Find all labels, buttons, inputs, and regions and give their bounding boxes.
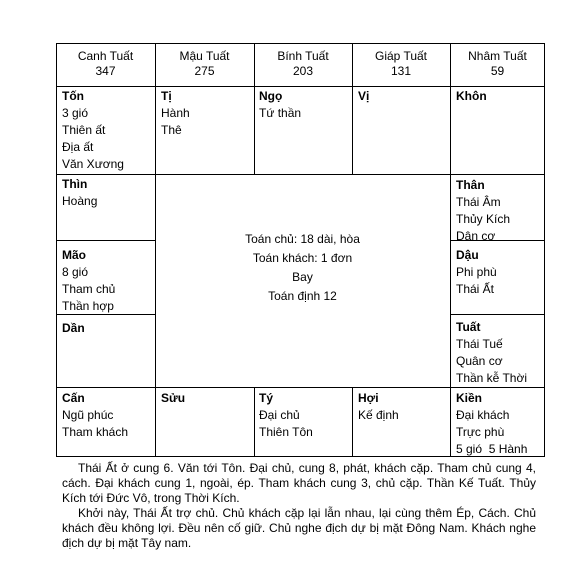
cell-line: Thiên Tôn — [259, 425, 313, 439]
header-cell-binh-tuat — [254, 49, 352, 79]
cell-dau — [456, 247, 497, 298]
cell-ton — [62, 88, 124, 173]
cell-title: Thìn — [62, 177, 88, 191]
cell-line: Thái Âm — [456, 195, 501, 209]
cell-title: Dậu — [456, 248, 479, 262]
cell-title: Sửu — [161, 391, 186, 405]
cell-line: Dân cơ — [456, 229, 496, 243]
cell-dan — [62, 320, 85, 337]
cell-line: 3 gió — [62, 106, 89, 120]
cell-line: Đại khách — [456, 408, 510, 422]
cell-line: Hành — [161, 106, 190, 120]
cell-title: Dần — [62, 321, 85, 335]
divider — [56, 174, 545, 175]
cell-line: Ngũ phúc — [62, 408, 114, 422]
cell-line: 8 gió — [62, 265, 89, 279]
cell-line: Phi phù — [456, 265, 497, 279]
divider — [352, 387, 353, 457]
header-value: 131 — [390, 64, 412, 78]
cell-line: Thái Tuế — [456, 337, 503, 351]
center-line: Toán khách: 1 đơn — [252, 251, 353, 265]
header-name: Canh Tuất — [77, 49, 134, 63]
cell-line: Địa ất — [62, 140, 94, 154]
cell-can — [62, 390, 128, 441]
divider — [56, 86, 545, 87]
header-value: 203 — [292, 64, 314, 78]
cell-ngo — [259, 88, 301, 122]
cell-title: Kiền — [456, 391, 483, 405]
header-value: 347 — [95, 64, 116, 78]
cell-suu — [161, 390, 185, 407]
header-cell-mau-tuat — [155, 49, 254, 79]
cell-title: Thân — [456, 178, 485, 192]
cell-title: Tốn — [62, 89, 84, 103]
divider — [254, 387, 255, 457]
header-name: Bính Tuất — [277, 49, 329, 63]
cell-title: Hợi — [358, 391, 379, 405]
header-value: 275 — [194, 64, 215, 78]
cell-line: Thê — [161, 123, 182, 137]
cell-line: Tham khách — [62, 425, 129, 439]
center-line: Toán định 12 — [268, 289, 337, 303]
cell-title: Khôn — [456, 89, 487, 103]
header-name: Mậu Tuất — [179, 49, 230, 63]
cell-line: Thủy Kích — [456, 212, 511, 226]
cell-line: Văn Xương — [62, 157, 124, 171]
cell-title: Mão — [62, 248, 86, 262]
cell-line: Trực phù — [456, 425, 505, 439]
cell-than — [456, 177, 510, 245]
center-line: Toán chủ: 18 dài, hòa — [245, 232, 360, 246]
cell-hoi — [358, 390, 399, 424]
cell-line: 5 gió 5 Hành — [456, 442, 528, 456]
cell-line: Kế định — [358, 408, 399, 422]
cell-title: Vị — [358, 89, 370, 103]
cell-tuat — [456, 319, 527, 387]
header-cell-giap-tuat — [352, 49, 450, 79]
cell-title: Tuất — [456, 320, 481, 334]
cell-title: Tý — [259, 391, 274, 405]
paragraph: Khởi này, Thái Ất trợ chủ. Chủ khách cặp lại lẫn nhau, lại cùng thêm Ép, Cách. Chủ khách đều không lợi. Đều nên cố giữ. Chủ nghe địch dự bị mặt Đông Nam. Khách nghe địch dự bị mặt Tây nam. — [62, 506, 536, 550]
cell-line: Tham chủ — [62, 282, 116, 296]
divider — [155, 174, 156, 457]
cell-line: Tứ thần — [259, 106, 302, 120]
cell-title: Tị — [161, 89, 172, 103]
paragraph: Thái Ất ở cung 6. Văn tới Tôn. Đại chủ, cung 8, phát, khách cặp. Tham chủ cung 4, cách. Đại khách cung 1, ngoài, ép. Tham khách cung 3, chủ cặp. Thần Kế Tuất. Thủy Kích tới Đức Vô, trong Thời Kích. — [62, 461, 536, 505]
divider — [450, 314, 545, 315]
divider — [450, 174, 451, 457]
header-name: Nhâm Tuất — [468, 49, 527, 63]
center-line: Bay — [292, 270, 313, 284]
cell-line: Thiên ất — [62, 123, 106, 137]
header-name: Giáp Tuất — [374, 49, 428, 63]
divider — [56, 387, 545, 388]
header-value: 59 — [490, 64, 505, 78]
center-summary — [155, 230, 450, 306]
cell-ty — [259, 390, 313, 441]
cell-line: Đại chủ — [259, 408, 300, 422]
divider — [56, 240, 155, 241]
cell-line: Hoàng — [62, 194, 98, 208]
cell-title: Ngọ — [259, 89, 283, 103]
cell-mao — [62, 247, 115, 315]
cell-vi — [358, 88, 369, 105]
cell-kien — [456, 390, 527, 458]
cell-title: Cấn — [62, 391, 85, 405]
cell-line: Thần kễ Thời — [456, 371, 528, 385]
cell-ti — [161, 88, 190, 139]
cell-thin — [62, 176, 97, 210]
header-cell-nham-tuat — [450, 49, 545, 79]
cell-line: Quân cơ — [456, 354, 503, 368]
cell-line: Thần hợp — [62, 299, 114, 313]
commentary — [62, 461, 536, 551]
header-cell-canh-tuat — [56, 49, 155, 79]
cell-line: Thái Ất — [456, 282, 495, 296]
cell-khon — [456, 88, 487, 105]
